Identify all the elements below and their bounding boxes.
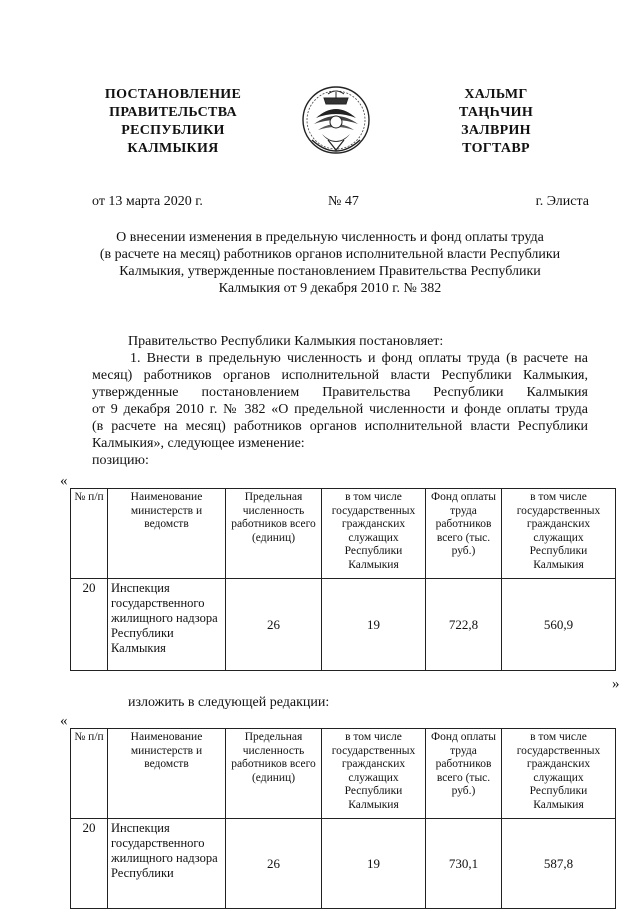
header-cell-name: Наименование министерств и ведомств bbox=[108, 489, 226, 579]
header-cell-fund-total: Фонд оплаты труда работников всего (тыс. руб.) bbox=[426, 489, 502, 579]
header-cell-fund-total: Фонд оплаты труда работников всего (тыс. руб.) bbox=[426, 729, 502, 819]
document-date: от 13 марта 2020 г. bbox=[92, 194, 203, 209]
header-cell-fund-civil: в том числе государственных гражданских служащих Республики Калмыкия bbox=[502, 729, 616, 819]
title-line: Калмыкия от 9 декабря 2010 г. № 382 bbox=[218, 281, 442, 296]
open-quote: « bbox=[60, 713, 68, 729]
document-city: г. Элиста bbox=[535, 194, 589, 209]
title-line: О внесении изменения в предельную численность и фонд оплаты труда bbox=[116, 230, 544, 245]
title-line: (в расчете на месяц) работников органов исполнительной власти Республики bbox=[99, 247, 561, 262]
table-header-row bbox=[71, 729, 616, 819]
cell-fund-civil: 587,8 bbox=[502, 819, 616, 909]
table-new-position bbox=[70, 728, 616, 909]
emblem-icon bbox=[298, 78, 374, 162]
header-right-line: ТОГТАВР bbox=[462, 141, 530, 156]
replace-label: изложить в следующей редакции: bbox=[128, 695, 330, 710]
header-right-line: ЗАЛВРИН bbox=[461, 123, 531, 138]
document-number: № 47 bbox=[328, 194, 359, 209]
cell-name: Инспекция государственного жилищного надзора Республики bbox=[108, 819, 226, 909]
table-row bbox=[71, 819, 616, 909]
item-1-paragraph bbox=[92, 350, 588, 469]
cell-number: 20 bbox=[71, 819, 108, 909]
item-1-line: утвержденные постановлением Правительства Республики Калмыкия bbox=[92, 385, 588, 400]
cell-staff-total: 26 bbox=[226, 579, 322, 671]
cell-civil-servants: 19 bbox=[322, 819, 426, 909]
item-1-line: месяц) работников органов исполнительной власти Республики Калмыкия, bbox=[92, 368, 588, 383]
header-left bbox=[88, 86, 258, 158]
header-cell-number: № п/п bbox=[71, 489, 108, 579]
table-header-row bbox=[71, 489, 616, 579]
header-left-line: ПРАВИТЕЛЬСТВА bbox=[109, 105, 237, 120]
header-cell-civil-servants: в том числе государственных гражданских служащих Республики Калмыкия bbox=[322, 729, 426, 819]
header-cell-fund-civil: в том числе государственных гражданских служащих Республики Калмыкия bbox=[502, 489, 616, 579]
intro-paragraph: Правительство Республики Калмыкия постановляет: bbox=[128, 334, 444, 349]
position-label: позицию: bbox=[92, 453, 149, 468]
item-1-line: Калмыкия», следующее изменение: bbox=[92, 436, 305, 451]
cell-fund-civil: 560,9 bbox=[502, 579, 616, 671]
cell-fund-total: 730,1 bbox=[426, 819, 502, 909]
header-cell-name: Наименование министерств и ведомств bbox=[108, 729, 226, 819]
header-right-line: ТАҢҺЧИН bbox=[458, 105, 534, 120]
cell-staff-total: 26 bbox=[226, 819, 322, 909]
table-row bbox=[71, 579, 616, 671]
open-quote: « bbox=[60, 473, 68, 489]
header-right bbox=[426, 86, 566, 158]
header-right-line: ХАЛЬМГ bbox=[464, 87, 528, 102]
header-cell-staff-total: Предельная численность работников всего (единиц) bbox=[226, 729, 322, 819]
cell-name: Инспекция государственного жилищного надзора Республики Калмыкия bbox=[108, 579, 226, 671]
cell-fund-total: 722,8 bbox=[426, 579, 502, 671]
header-cell-number: № п/п bbox=[71, 729, 108, 819]
cell-number: 20 bbox=[71, 579, 108, 671]
close-quote: » bbox=[612, 676, 620, 692]
header-cell-staff-total: Предельная численность работников всего (единиц) bbox=[226, 489, 322, 579]
table-current-position bbox=[70, 488, 616, 671]
cell-civil-servants: 19 bbox=[322, 579, 426, 671]
header-cell-civil-servants: в том числе государственных гражданских служащих Республики Калмыкия bbox=[322, 489, 426, 579]
item-1-line: 1. Внести в предельную численность и фонд оплаты труда (в расчете на bbox=[130, 351, 588, 366]
title-line: Калмыкия, утвержденные постановлением Правительства Республики bbox=[119, 264, 541, 279]
header-left-line: КАЛМЫКИЯ bbox=[127, 141, 219, 156]
header-left-line: ПОСТАНОВЛЕНИЕ bbox=[104, 87, 242, 102]
document-title bbox=[70, 229, 590, 297]
item-1-line: от 9 декабря 2010 г. № 382 «О предельной численности и фонде оплаты труда bbox=[92, 402, 588, 417]
item-1-line: (в расчете на месяц) работников органов исполнительной власти Республики bbox=[92, 419, 588, 434]
header-left-line: РЕСПУБЛИКИ bbox=[121, 123, 225, 138]
coat-of-arms-emblem bbox=[298, 78, 374, 162]
